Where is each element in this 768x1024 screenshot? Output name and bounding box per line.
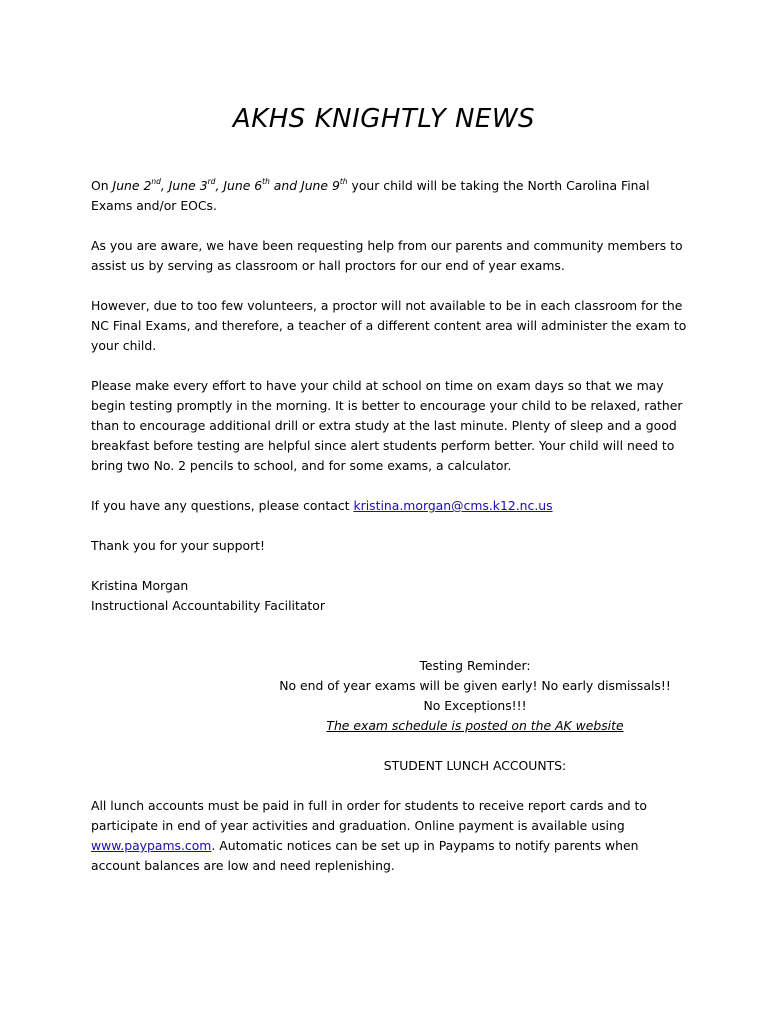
testing-reminder (91, 656, 768, 736)
lunch-text-before: All lunch accounts must be paid in full in order for students to receive report cards and to participate in end of year activities and graduation. Online payment is available using (91, 798, 647, 833)
date-separator: and (269, 178, 302, 193)
volunteer-request-paragraph: As you are aware, we have been requesting help from our parents and community members to assist us by serving as classroom or hall proctors for our end of year exams. (91, 238, 683, 273)
contact-text: If you have any questions, please contact (91, 498, 354, 513)
para1-on: On (91, 178, 113, 193)
date-june-9: June 9th (301, 177, 348, 193)
contact-email-link[interactable]: kristina.morgan@cms.k12.nc.us (353, 498, 553, 513)
date-separator: , (160, 178, 169, 193)
exam-schedule-note: The exam schedule is posted on the AK website (326, 718, 624, 733)
exam-preparation-paragraph: Please make every effort to have your child at school on time on exam days so that we may begin testing promptly in the morning. It is better to encourage your child to be relaxed, rather than to encourage additional drill or extra study at the last minute. Plenty of sleep and a good breakfast before testing are helpful since alert students perform better. Your child will need to bring two No. 2 pencils to school, and for some exams, a calculator. (91, 378, 683, 473)
lunch-text-after: . Automatic notices can be set up in Paypams to notify parents when account balances are low and need replenishing. (91, 838, 639, 873)
newsletter-title: AKHS KNIGHTLY NEWS (232, 104, 536, 134)
lunch-heading: STUDENT LUNCH ACCOUNTS: (383, 758, 567, 773)
signature-role: Instructional Accountability Facilitator (91, 598, 325, 613)
reminder-line-2: No Exceptions!!! (423, 698, 527, 713)
date-june-2: June 2nd (112, 177, 161, 193)
reminder-line-1: No end of year exams will be given early! No early dismissals!! (279, 678, 671, 693)
exam-dates-paragraph (91, 176, 691, 216)
proctor-shortage-paragraph: However, due to too few volunteers, a proctor will not available to be in each classroom for the NC Final Exams, and therefore, a teacher of a different content area will administer the exam to your child. (91, 298, 687, 353)
para1-rest: your child will be taking the North Carolina Final Exams and/or EOCs. (91, 178, 650, 213)
thanks-line: Thank you for your support! (91, 538, 266, 553)
date-separator: , (215, 178, 224, 193)
contact-paragraph (91, 496, 691, 516)
lunch-paragraph (91, 796, 691, 876)
reminder-heading: Testing Reminder: (419, 658, 531, 673)
paypams-link[interactable]: www.paypams.com (91, 838, 212, 853)
signature-name: Kristina Morgan (91, 578, 189, 593)
date-june-3: June 3rd (168, 177, 216, 193)
date-june-6: June 6th (223, 177, 270, 193)
newsletter-body (91, 176, 691, 896)
